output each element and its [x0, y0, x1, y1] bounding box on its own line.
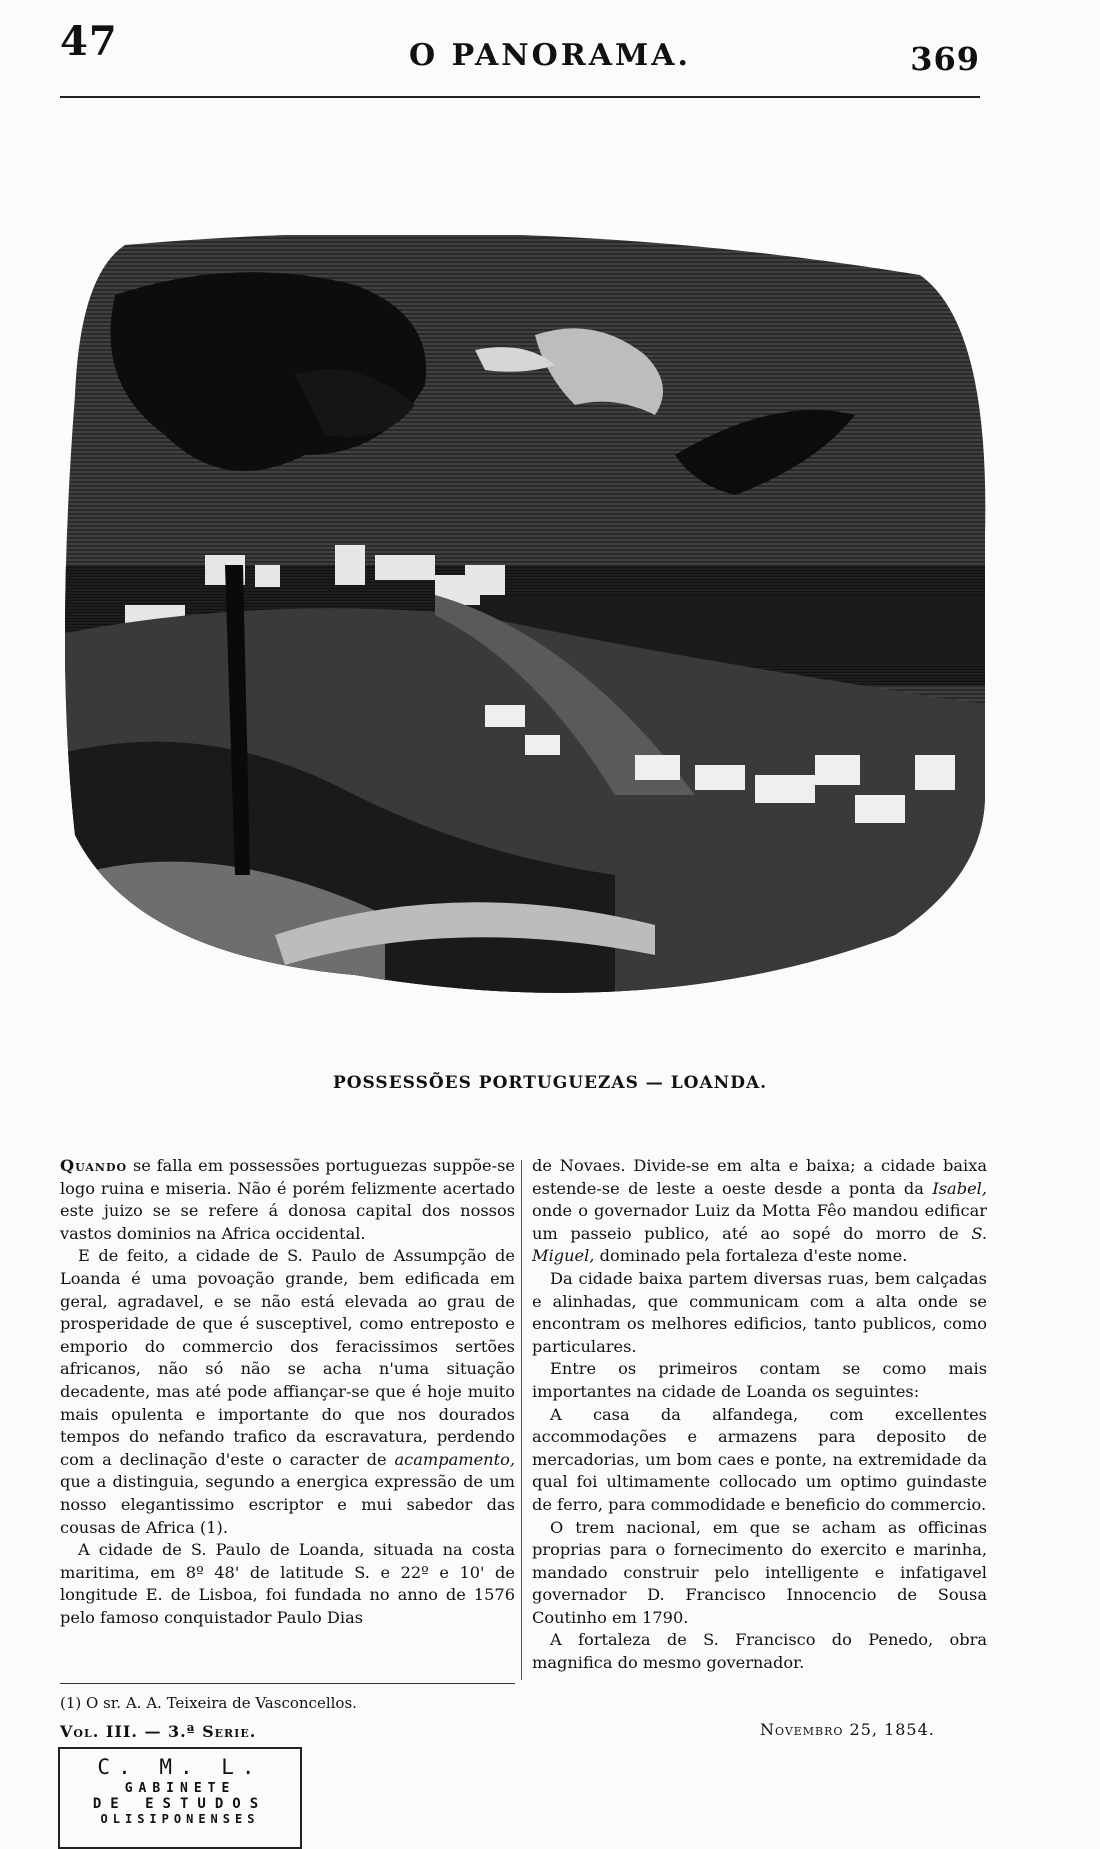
paragraph-r3: Entre os primeiros contam se como mais importantes na cidade de Loanda os seguintes:	[532, 1359, 987, 1401]
dropcap-word: Quando	[60, 1156, 128, 1175]
library-stamp	[58, 1747, 302, 1849]
paragraph-r5: O trem nacional, em que se acham as officinas proprias para o fornecimento do exercito e marinha, mandado construir pelo intelligente e infatigavel governador D. Francisco Innocencio de Sousa Coutinho em 1790.	[532, 1517, 987, 1627]
stamp-line-1: C. M. L.	[97, 1755, 263, 1779]
volume-info: Vol. III. — 3.ª Serie.	[60, 1722, 257, 1741]
paragraph-r1-italic-1: Isabel,	[932, 1178, 987, 1198]
page-number-right: 369	[910, 40, 980, 78]
paragraph-r1	[532, 1155, 987, 1268]
paragraph-2-italic: acampamento,	[394, 1449, 515, 1469]
page-number-left: 47	[60, 18, 118, 65]
paragraph-r1-c: dominado pela fortaleza d'este nome.	[599, 1246, 908, 1266]
right-column	[532, 1155, 987, 1675]
illustration-caption: POSSESSÕES PORTUGUEZAS — LOANDA.	[332, 1073, 768, 1093]
footnote-rule	[60, 1683, 515, 1684]
paragraph-r6: A fortaleza de S. Francisco do Penedo, obra magnifica do mesmo governador.	[532, 1630, 987, 1673]
paragraph-r1-b: onde o governador Luiz da Motta Fêo mandou edificar um passeio publico, até ao sopé do morro de	[532, 1201, 987, 1243]
left-column	[60, 1155, 515, 1629]
paragraph-1	[60, 1155, 515, 1245]
stamp-line-4: OLISIPONENSES	[100, 1812, 260, 1826]
paragraph-2-text-a: E de feito, a cidade de S. Paulo de Assumpção de Loanda é uma povoação grande, bem edificada em geral, agradavel, e se não está elevada ao grau de prosperidade de que é susceptivel, como entreposto e emporio do commercio dos feracissimos sertões africanos, não só não se acha n'uma situação decadente, mas até pode affiançar-se que é hoje muito mais opulenta e importante do que nos dourados tempos do nefando trafico da escravatura, perdendo com a declinação d'este o caracter de	[60, 1246, 515, 1469]
paragraph-2-text-b: que a distinguia, segundo a energica expressão de um nosso elegantissimo escriptor e mui sabedor das cousas de Africa (1).	[60, 1472, 515, 1537]
paragraph-r1-italic-2: S. Miguel,	[532, 1223, 987, 1266]
loanda-landscape-engraving	[55, 235, 990, 1015]
paragraph-r4: A casa da alfandega, com excellentes accommodações e armazens para deposito de mercadorias, um bom caes e ponte, na extremidade da qual foi ultimamente collocado um optimo guindaste de ferro, para commodidade e beneficio do commercio.	[532, 1404, 987, 1514]
paragraph-3: A cidade de S. Paulo de Loanda, situada na costa maritima, em 8º 48' de latitude S. e 22º e 10' de longitude E. de Lisboa, foi fundada no anno de 1576 pelo famoso conquistador Paulo Dias	[60, 1540, 515, 1627]
issue-date: Novembro 25, 1854.	[760, 1720, 935, 1739]
stamp-line-2: GABINETE	[124, 1781, 236, 1796]
paragraph-r2: Da cidade baixa partem diversas ruas, bem calçadas e alinhadas, que communicam com a alta onde se encontram os melhores edificios, tanto publicos, como particulares.	[532, 1268, 987, 1356]
paragraph-1-text: se falla em possessões portuguezas suppõe-se logo ruina e miseria. Não é porém felizmente acertado este juizo se se refere á donosa capital dos nossos vastos dominios na Africa occidental.	[60, 1156, 515, 1243]
stamp-line-3: DE ESTUDOS	[92, 1796, 268, 1812]
column-divider	[521, 1160, 522, 1680]
paragraph-2	[60, 1245, 515, 1539]
publication-title: O PANORAMA.	[409, 38, 691, 73]
header-rule	[60, 96, 980, 98]
paragraph-r1-a: de Novaes. Divide-se em alta e baixa; a cidade baixa estende-se de leste a oeste desde a ponta da	[532, 1156, 987, 1198]
footnote: (1) O sr. A. A. Teixeira de Vasconcellos.	[60, 1694, 357, 1712]
